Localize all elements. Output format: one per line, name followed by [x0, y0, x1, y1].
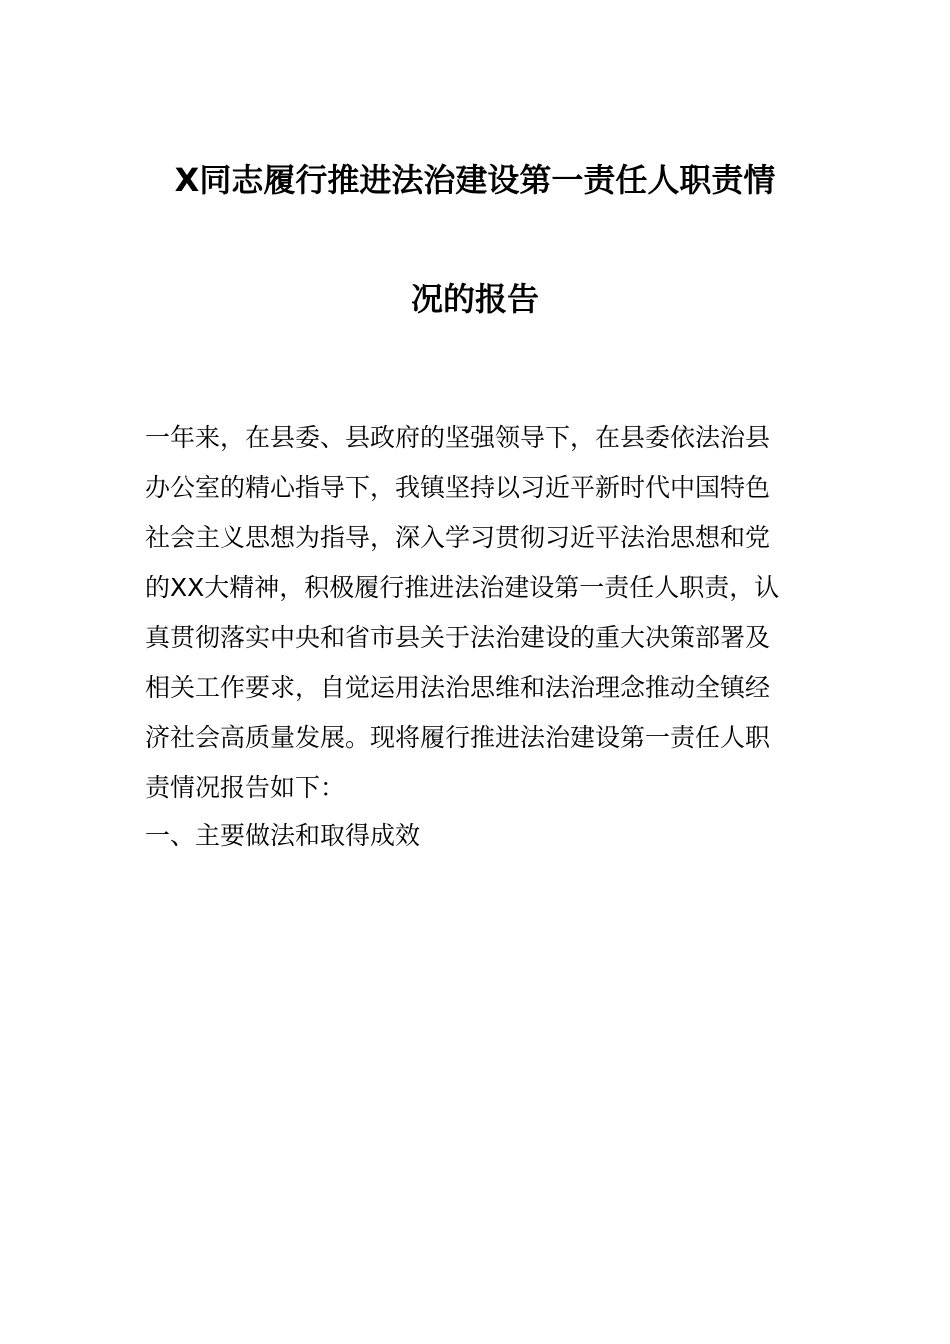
paragraph-line: 责情况报告如下：	[145, 773, 346, 802]
paragraph-line: 办公室的精心指导下，我镇坚持以习近平新时代中国特色	[145, 473, 771, 502]
paragraph-line: 真贯彻落实中央和省市县关于法治建设的重大决策部署及	[145, 623, 771, 652]
paragraph-line: 社会主义思想为指导，深入学习贯彻习近平法治思想和党	[145, 523, 771, 552]
paragraph-line: 一年来，在县委、县政府的坚强领导下，在县委依法治县	[145, 423, 771, 452]
document-title-line-1: X同志履行推进法治建设第一责任人职责情	[174, 161, 776, 199]
document-title-line-2: 况的报告	[410, 280, 539, 318]
paragraph-line: 相关工作要求，自觉运用法治思维和法治理念推动全镇经	[145, 673, 771, 702]
paragraph-line: 济社会高质量发展。现将履行推进法治建设第一责任人职	[145, 723, 771, 752]
paragraph-line: 的XX大精神，积极履行推进法治建设第一责任人职责，认	[145, 573, 780, 602]
section-heading: 一、主要做法和取得成效	[145, 821, 421, 850]
